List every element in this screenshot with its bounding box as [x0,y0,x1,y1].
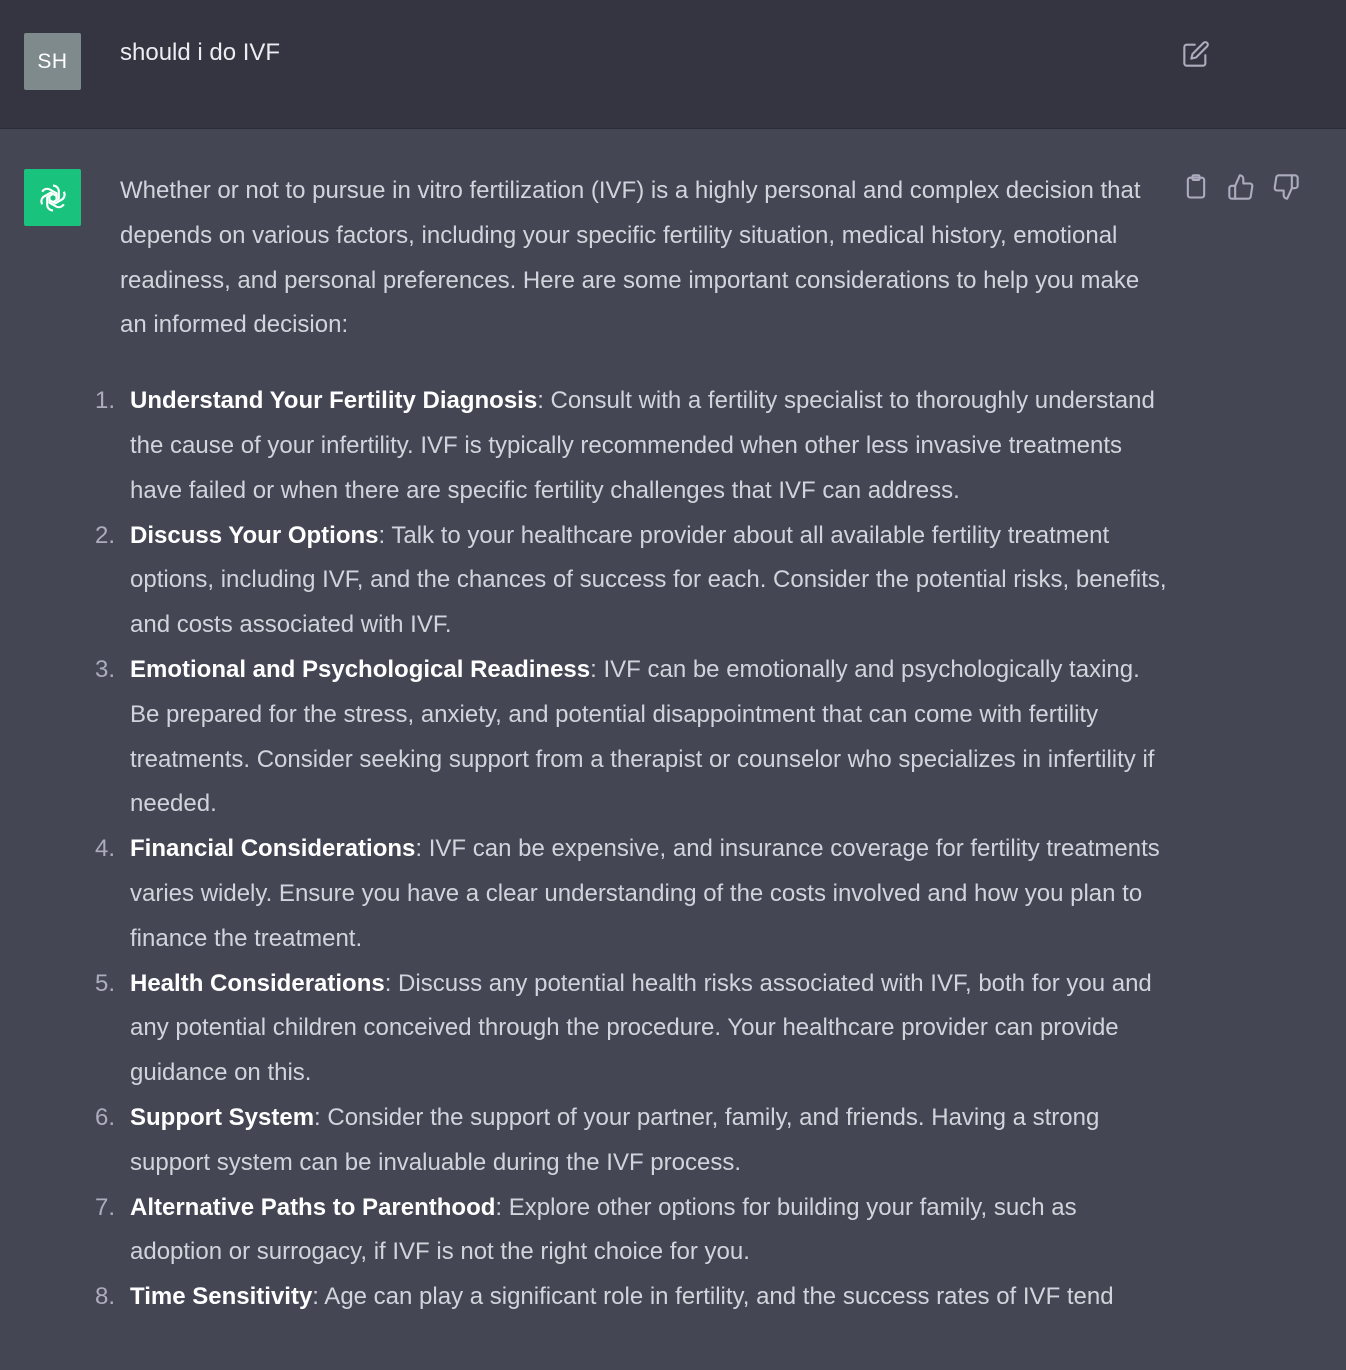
list-item-number: 2. [95,521,116,549]
assistant-message-content [95,169,1180,1320]
assistant-intro-text: Whether or not to pursue in vitro fertilization (IVF) is a highly personal and complex decision that depends on various factors, including your specific fertility situation, medical history, emotional readiness, and personal preferences. Here are some important considerations to help you make an informed decision: [120,177,1141,339]
thumbs-up-icon[interactable] [1227,173,1257,203]
list-item-number: 8. [95,1283,116,1311]
list-item-number: 3. [95,655,116,683]
list-item-text: : Consult with a fertility specialist to thoroughly understand the cause of your infertility. IVF is typically recommended when other less invasive treatments have failed or when there are specific fertility challenges that IVF can address. [130,387,1155,504]
edit-icon[interactable] [1182,40,1210,68]
list-item-number: 6. [95,1103,116,1131]
list-item-text: : Age can play a significant role in fertility, and the success rates of IVF tend [312,1283,1114,1311]
thumbs-down-icon[interactable] [1272,173,1302,203]
list-item-title: Discuss Your Options [130,521,379,549]
list-item [95,1096,1170,1186]
list-item-number: 5. [95,969,116,997]
clipboard-icon[interactable] [1182,173,1212,203]
assistant-message-row [0,129,1346,1370]
list-item-text: : IVF can be emotionally and psychologically taxing. Be prepared for the stress, anxiety, and potential disappointment that can come with fertility treatments. Consider seeking support from a therapist or counselor who specializes in infertility if needed. [130,655,1155,818]
user-avatar [24,33,81,90]
list-item-text: : Explore other options for building your family, such as adoption or surrogacy, if IVF is not the right choice for you. [130,1193,1077,1266]
list-item [95,827,1170,961]
list-item-title: Support System [130,1103,315,1131]
list-item [95,1186,1170,1276]
list-item-number: 4. [95,835,116,863]
message-actions [1180,173,1310,205]
list-item-title: Emotional and Psychological Readiness [130,655,591,683]
list-item-text: : Consider the support of your partner, family, and friends. Having a strong support system can be invaluable during the IVF process. [130,1103,1100,1176]
list-item [95,514,1170,648]
user-message-row [0,0,1346,129]
user-message-text: should i do IVF [120,39,281,66]
list-item-title: Understand Your Fertility Diagnosis [130,387,538,415]
list-item [95,962,1170,1096]
openai-logo-icon [24,169,81,226]
considerations-list [95,379,1180,1320]
list-item-title: Health Considerations [130,969,385,997]
user-avatar-initials: SH [37,49,68,73]
list-item [95,379,1170,513]
list-item-text: : IVF can be expensive, and insurance coverage for fertility treatments varies widely. Ensure you have a clear understanding of the costs involved and how you plan to finance the treatment. [130,835,1160,952]
list-item [95,648,1170,827]
list-item-text: : Talk to your healthcare provider about all available fertility treatment options, including IVF, and the chances of success for each. Consider the potential risks, benefits, and costs associated with IVF. [130,521,1167,639]
list-item-text: : Discuss any potential health risks associated with IVF, both for you and any potential children conceived through the procedure. Your healthcare provider can provide guidance on this. [130,969,1152,1087]
list-item-title: Alternative Paths to Parenthood [130,1193,496,1221]
list-item-number: 7. [95,1193,116,1221]
list-item [95,1275,1170,1320]
list-item-title: Financial Considerations [130,835,416,863]
list-item-number: 1. [95,387,116,415]
list-item-title: Time Sensitivity [130,1283,313,1311]
